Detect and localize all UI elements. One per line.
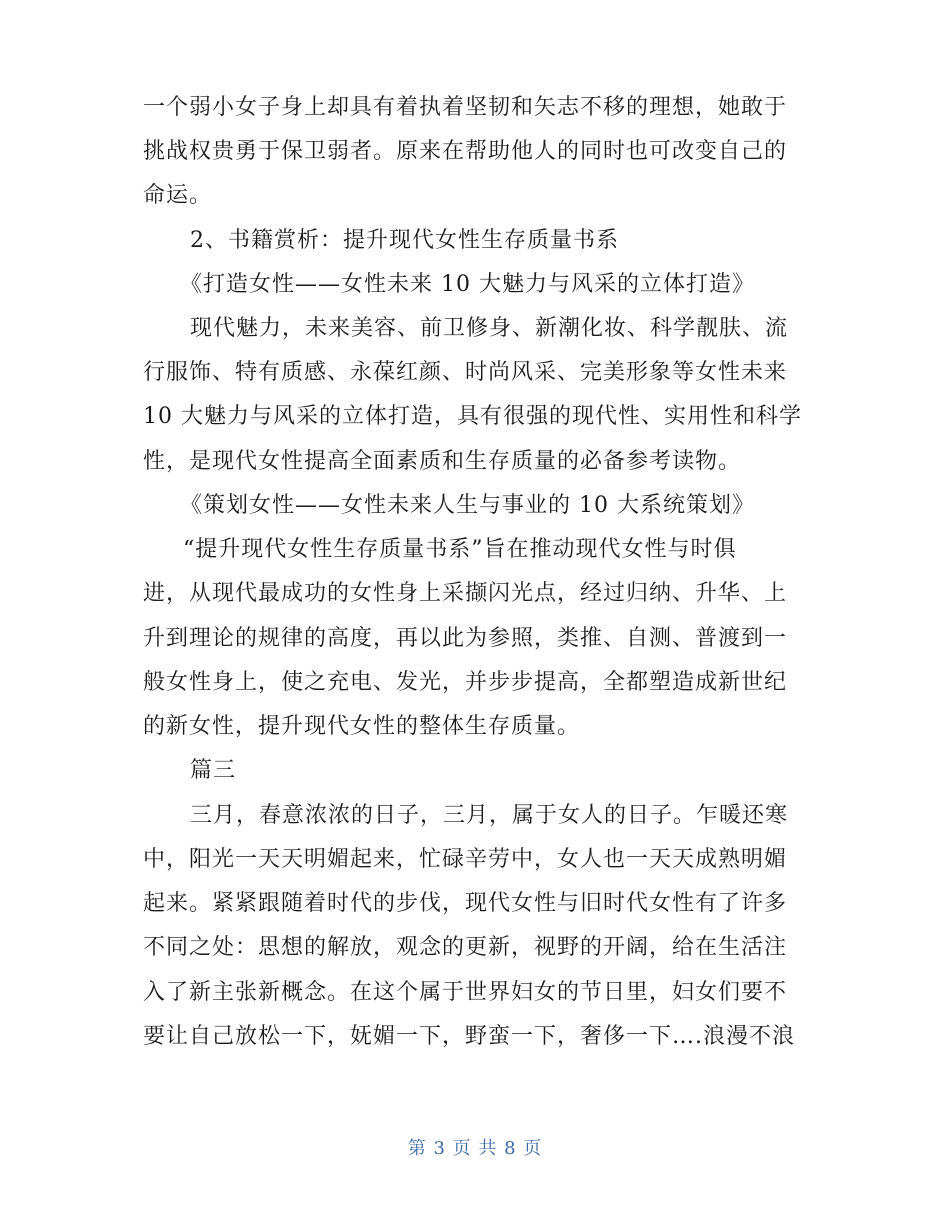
body-line: 命运。 <box>143 183 213 208</box>
body-line: 性，是现代女性提高全面素质和生存质量的必备参考读物。 <box>143 449 742 474</box>
body-line: 行服饰、特有质感、永葆红颜、时尚风采、完美形象等女性未来 <box>143 360 788 385</box>
body-line: 三月，春意浓浓的日子，三月，属于女人的日子。乍暖还寒 <box>190 803 789 828</box>
body-line: “提升现代女性生存质量书系”旨在推动现代女性与时俱 <box>183 537 737 562</box>
body-line: 一个弱小女子身上却具有着执着坚韧和矢志不移的理想，她敢于 <box>143 95 788 120</box>
body-line: 中，阳光一天天明媚起来，忙碌辛劳中，女人也一天天成熟明媚 <box>143 847 788 872</box>
body-line: 要让自己放松一下，妩媚一下，野蛮一下，奢侈一下….浪漫不浪 <box>143 1024 795 1049</box>
body-line: 现代魅力，未来美容、前卫修身、新潮化妆、科学靓肤、流 <box>190 316 789 341</box>
body-line: 般女性身上，使之充电、发光，并步步提高，全都塑造成新世纪 <box>143 670 788 695</box>
body-line: 升到理论的规律的高度，再以此为参照，类推、自测、普渡到一 <box>143 626 788 651</box>
page-number-footer: 第 3 页 共 8 页 <box>407 1138 543 1159</box>
body-line: 10 大魅力与风采的立体打造，具有很强的现代性、实用性和科学 <box>143 404 802 429</box>
body-line: 挑战权贵勇于保卫弱者。原来在帮助他人的同时也可改变自己的 <box>143 139 788 164</box>
body-line: 进，从现代最成功的女性身上采撷闪光点，经过归纳、升华、上 <box>143 581 788 606</box>
section-heading: 篇三 <box>190 758 237 783</box>
book-title: 《打造女性——女性未来 10 大魅力与风采的立体打造》 <box>180 272 755 297</box>
body-line: 入了新主张新概念。在这个属于世界妇女的节日里，妇女们要不 <box>143 980 788 1005</box>
body-line: 不同之处：思想的解放，观念的更新，视野的开阔，给在生活注 <box>143 935 788 960</box>
body-line: 起来。紧紧跟随着时代的步伐，现代女性与旧时代女性有了许多 <box>143 891 788 916</box>
section-heading: 2、书籍赏析：提升现代女性生存质量书系 <box>190 228 619 253</box>
body-line: 的新女性，提升现代女性的整体生存质量。 <box>143 714 581 739</box>
book-title: 《策划女性——女性未来人生与事业的 10 大系统策划》 <box>180 493 755 518</box>
